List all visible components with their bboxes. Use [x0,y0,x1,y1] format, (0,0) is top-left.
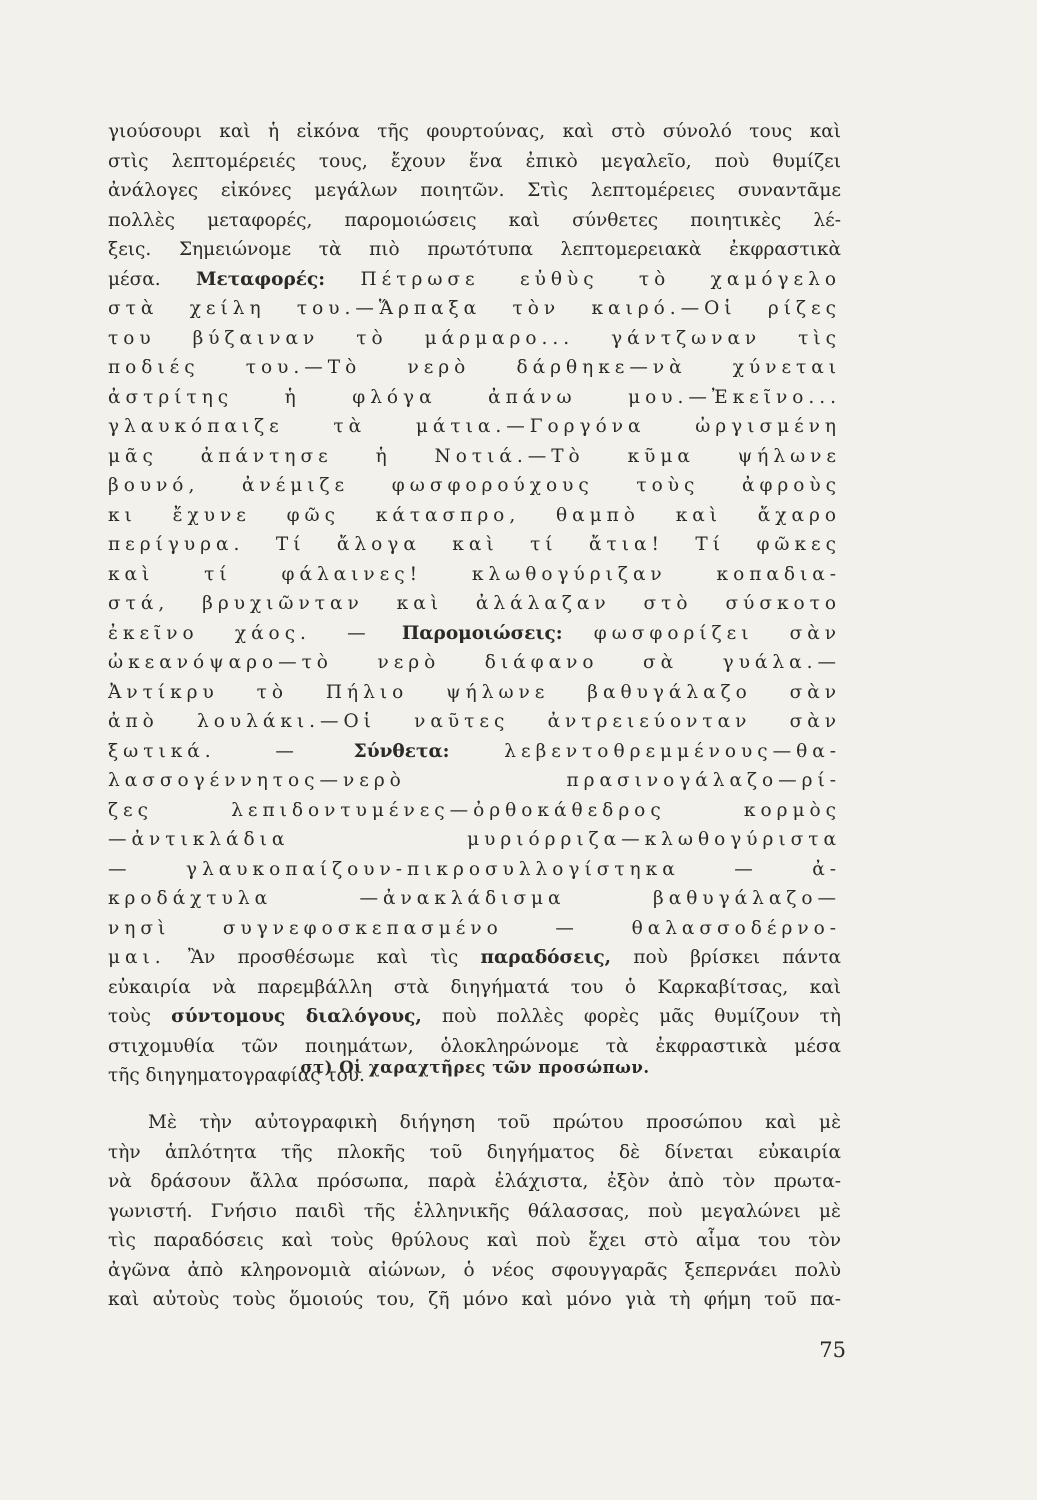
text-segment: λεβεντοθρεμμένους—θα- [504,740,841,762]
text-line [108,943,841,973]
text-line: τὴν ἁπλότητα τῆς πλοκῆς τοῦ διηγήματος δὲ δίνεται εὐκαιρία [108,1141,841,1163]
text-line: νὰ δράσουν ἄλλα πρόσωπα, παρὰ ἐλάχιστα, ἐξὸν ἀπὸ τὸν πρωτα- [108,1171,841,1192]
text-line: γωνιστή. Γνήσιο παιδὶ τῆς ἑλληνικῆς θάλασσας, ποὺ μεγαλώνει μὲ [108,1200,841,1222]
term-similes: Παρομοιώσεις: [401,622,563,644]
text-line: γλαυκόπαιζε τὰ μάτια.—Γοργόνα ὠργισμένη [108,416,841,437]
text-line: εὐκαιρία νὰ παρεμβάλλη στὰ διηγήματά του ὁ Καρκαβίτσας, καὶ [108,976,841,998]
term-traditions: παραδόσεις, [480,947,612,968]
text-line: του βύζαιναν τὸ μάρμαρο... γάντζωναν τὶς [108,327,841,349]
text-segment: ποὺ πολλὲς φορὲς μᾶς θυμίζουν τὴ [441,1006,841,1027]
text-line [108,1002,841,1032]
page-number: 75 [819,1338,846,1362]
text-line: κροδάχτυλα —ἀνακλάδισμα βαθυγάλαζο— [108,888,841,909]
text-line: στὶς λεπτομέρειές τους, ἔχουν ἕνα ἐπικὸ μεγαλεῖο, ποὺ θυμίζει [108,150,841,172]
text-line: πολλὲς μεταφορές, παρομοιώσεις καὶ σύνθετες ποιητικὲς λέ- [108,209,841,231]
text-line: ἀγῶνα ἀπὸ κληρονομιὰ αἰώνων, ὁ νέος σφουγγαρᾶς ξεπερνάει πολὺ [108,1259,841,1281]
term-compounds: Σύνθετα: [353,740,450,762]
text-segment: μέσα. [108,268,161,290]
text-line: ζες λεπιδοντυμένες—ὀρθοκάθεδρος κορμὸς [108,799,841,821]
term-metaphors: Μεταφορές: [196,268,326,290]
text-line: Ἀντίκρυ τὸ Πήλιο ψήλωνε βαθυγάλαζο σὰν [108,681,841,703]
text-line [108,265,841,295]
section-heading: στ) Οἱ χαραχτῆρες τῶν προσώπων. [300,1058,650,1077]
text-line: τὶς παραδόσεις καὶ τοὺς θρύλους καὶ ποὺ ἔχει στὸ αἷμα του τὸν [108,1230,841,1251]
text-line: μᾶς ἀπάντησε ἡ Νοτιά.—Τὸ κῦμα ψήλωνε [108,445,841,467]
text-segment: τοὺς [108,1006,151,1027]
text-line: στά, βρυχιῶνταν καὶ ἀλάλαζαν στὸ σύσκοτο [108,593,841,614]
text-segment: ποὺ βρίσκει πάντα [633,947,841,968]
text-line: —ἀντικλάδια μυριόρριζα—κλωθογύριστα [108,829,841,850]
text-segment: ξωτικά. — [108,740,299,762]
text-line: νησὶ συγνεφοσκεπασμένο — θαλασσοδέρνο- [108,917,841,939]
text-segment: Πέτρωσε εὐθὺς τὸ χαμόγελο [360,268,841,290]
text-line: ξεις. Σημειώνομε τὰ πιὸ πρωτότυπα λεπτομερειακὰ ἐκφραστικὰ [108,239,841,260]
text-segment: Ἂν προσθέσωμε καὶ τὶς [187,947,459,968]
text-line: στὰ χείλη του.—Ἅρπαξα τὸν καιρό.—Οἱ ρίζες [108,298,841,319]
text-line: βουνό, ἀνέμιζε φωσφορούχους τοὺς ἀφροὺς [108,475,841,496]
text-segment: ἐκεῖνο χάος. — [108,622,371,644]
text-segment: φωσφορίζει σὰν [593,622,841,644]
text-line: ἀνάλογες εἰκόνες μεγάλων ποιητῶν. Στὶς λεπτομέρειες συναντᾶμε [108,180,841,201]
text-line: καὶ αὐτοὺς τοὺς ὅμοιούς του, ζῆ μόνο καὶ μόνο γιὰ τὴ φήμη τοῦ πα- [108,1289,841,1310]
text-line: ὠκεανόψαρο—τὸ νερὸ διάφανο σὰ γυάλα.— [108,652,841,673]
text-line: Μὲ τὴν αὐτογραφικὴ διήγηση τοῦ πρώτου προσώπου καὶ μὲ [148,1112,841,1133]
text-line: ἀπὸ λουλάκι.—Οἱ ναῦτες ἀντρειεύονταν σὰν [108,711,841,732]
text-line: καὶ τί φάλαινες! κλωθογύριζαν κοπαδια- [108,563,841,585]
text-line: κι ἔχυνε φῶς κάτασπρο, θαμπὸ καὶ ἄχαρο [108,504,841,526]
text-segment: μαι. [108,947,166,968]
text-line: περίγυρα. Τί ἄλογα καὶ τί ἄτια! Τί φῶκες [108,534,841,555]
text-line: ποδιές του.—Τὸ νερὸ δάρθηκε—νὰ χύνεται [108,357,841,378]
text-line: — γλαυκοπαίζουν-πικροσυλλογίστηκα — ἀ- [108,858,841,880]
paragraph-figures-of-speech [108,117,841,1091]
term-short-dialogues: σύντομους διαλόγους, [171,1006,422,1027]
text-line: γιούσουρι καὶ ἡ εἰκόνα τῆς φουρτούνας, καὶ στὸ σύνολό τους καὶ [108,121,841,142]
paragraph-characters [108,1108,841,1315]
text-line: λασσογέννητος—νερὸ πρασινογάλαζο—ρί- [108,770,841,791]
text-line [108,737,841,767]
text-line: ἀστρίτης ἡ φλόγα ἀπάνω μου.—Ἐκεῖνο... [108,386,841,408]
text-line [108,619,841,649]
text-line: τῆς διηγηματογραφίας του. [108,1065,365,1086]
text-line: στιχομυθία τῶν ποιημάτων, ὁλοκληρώνομε τὰ ἐκφραστικὰ μέσα [108,1035,841,1057]
